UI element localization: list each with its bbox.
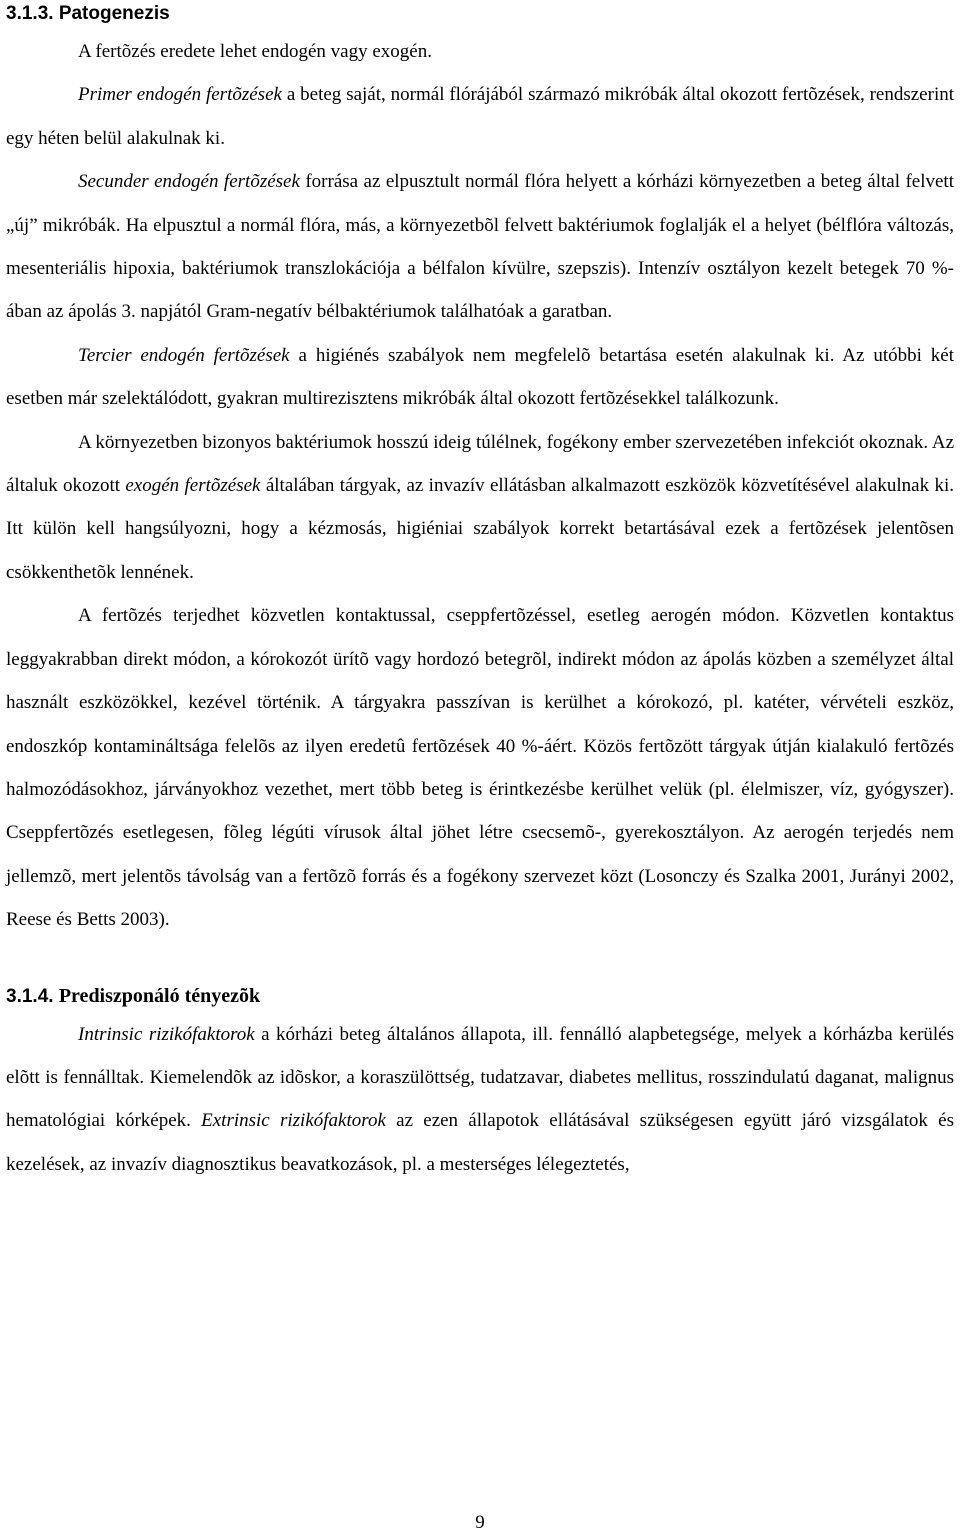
section-heading-patogenezis: 3.1.3. Patogenezis xyxy=(6,3,170,24)
paragraph-secunder-text: forrása az elpusztult normál flóra helyett a kórházi környezetben a beteg által felvett „új” mikróbák. Ha elpusztul a normál flóra, más, a környezetbõl felvett baktériumok foglalják el a helyet (bélflóra változás, mesenteriális hipoxia, baktériumok transzlokációja a bélfalon kívülre, szepszis). Intenzív osztályon kezelt betegek 70 %-ában az ápolás 3. napjától Gram-negatív bélbaktériumok találhatóak a garatban. xyxy=(6,171,954,323)
term-secunder: Secunder endogén fertõzések xyxy=(78,171,300,193)
term-exogen: exogén fertõzések xyxy=(125,475,261,497)
paragraph-intrinsic-text: a kórházi beteg általános állapota, ill. fennálló alapbetegsége, melyek a kórházba kerülés elõtt is fennálltak. Kiemelendõk az idõskor, a koraszülöttség, tudatzavar, diabetes mellitus, rosszindulatú daganat, malignus hematológiai kórképek. xyxy=(6,1023,955,1132)
paragraph-primer xyxy=(6,73,954,160)
paragraph-exogen-text-b: általában tárgyak, az invazív ellátásban alkalmazott eszközök közvetítésével alakulnak ki. Itt külön kell hangsúlyozni, hogy a kézmosás, higiéniai szabályok korrekt betartásával ezek a fertõzések jelentõsen csökkenthetõk lennének. xyxy=(6,475,954,583)
paragraph-tercier-text: a higiénés szabályok nem megfelelõ betartása esetén alakulnak ki. Az utóbbi két esetben már szelektálódott, gyakran multirezisztens mikróbák által okozott fertõzésekkel találkozunk. xyxy=(6,344,954,410)
paragraph-exogen-text-a: A környezetben bizonyos baktériumok hosszú ideig túlélnek, fogékony ember szervezetében infekciót okoznak. Az általuk okozott xyxy=(6,431,954,497)
section-heading-number: 3.1.4. xyxy=(6,985,54,1007)
paragraph-terjedes-text: A fertõzés terjedhet közvetlen kontaktussal, cseppfertõzéssel, esetleg aerogén módon. Közvetlen kontaktus leggyakrabban direkt módon, a kórokozót ürítõ vagy hordozó betegrõl, indirekt módon az ápolás közben a személyzet által használt eszközökkel, kezével történik. A tárgyakra passzívan is kerülhet a kórokozó, pl. katéter, vérvételi eszköz, endoszkóp kontamináltsága felelõs az ilyen eredetû fertõzések 40 %-áért. Közös fertõzött tárgyak útján kialakuló fertõzés halmozódásokhoz, járványokhoz vezethet, mert több beteg is érintkezésbe kerülhet velük (pl. élelmiszer, víz, gyógyszer). Cseppfertõzés esetlegesen, fõleg légúti vírusok által jöhet létre csecsemõ-, gyerekosztályon. Az aerogén terjedés nem jellemzõ, mert jelentõs távolság van a fertõzõ forrás és a fogékony szervezet közt (Losonczy és Szalka 2001, Jurányi 2002, Reese és Betts 2003). xyxy=(6,605,954,931)
paragraph-intro xyxy=(6,30,954,73)
term-extrinsic: Extrinsic rizikófaktorok xyxy=(201,1110,386,1132)
paragraph-terjedes xyxy=(6,594,954,941)
section-heading-prediszponalo xyxy=(6,984,954,1009)
term-intrinsic: Intrinsic rizikófaktorok xyxy=(78,1023,255,1045)
paragraph-secunder xyxy=(6,160,954,334)
paragraph-extrinsic-text: az ezen állapotok ellátásával szükségesen együtt járó vizsgálatok és kezelések, az invazív diagnosztikus beavatkozások, pl. a mesterséges lélegeztetés, xyxy=(6,1110,954,1175)
paragraph-rizikofaktorok xyxy=(6,1013,954,1187)
section-heading-title: Prediszponáló tényezõk xyxy=(58,984,261,1007)
paragraph-primer-text: a beteg saját, normál flórájából származó mikróbák által okozott fertõzések, rendszerint egy héten belül alakulnak ki. xyxy=(6,84,955,149)
term-primer: Primer endogén fertõzések xyxy=(78,84,282,106)
paragraph-tercier xyxy=(6,334,954,421)
page-number: 9 xyxy=(475,1512,485,1533)
paragraph-intro-text: A fertõzés eredete lehet endogén vagy exogén. xyxy=(78,41,432,62)
document-page xyxy=(6,0,954,1186)
paragraph-exogen xyxy=(6,421,954,595)
term-tercier: Tercier endogén fertõzések xyxy=(78,344,290,366)
section-spacer xyxy=(6,942,954,984)
